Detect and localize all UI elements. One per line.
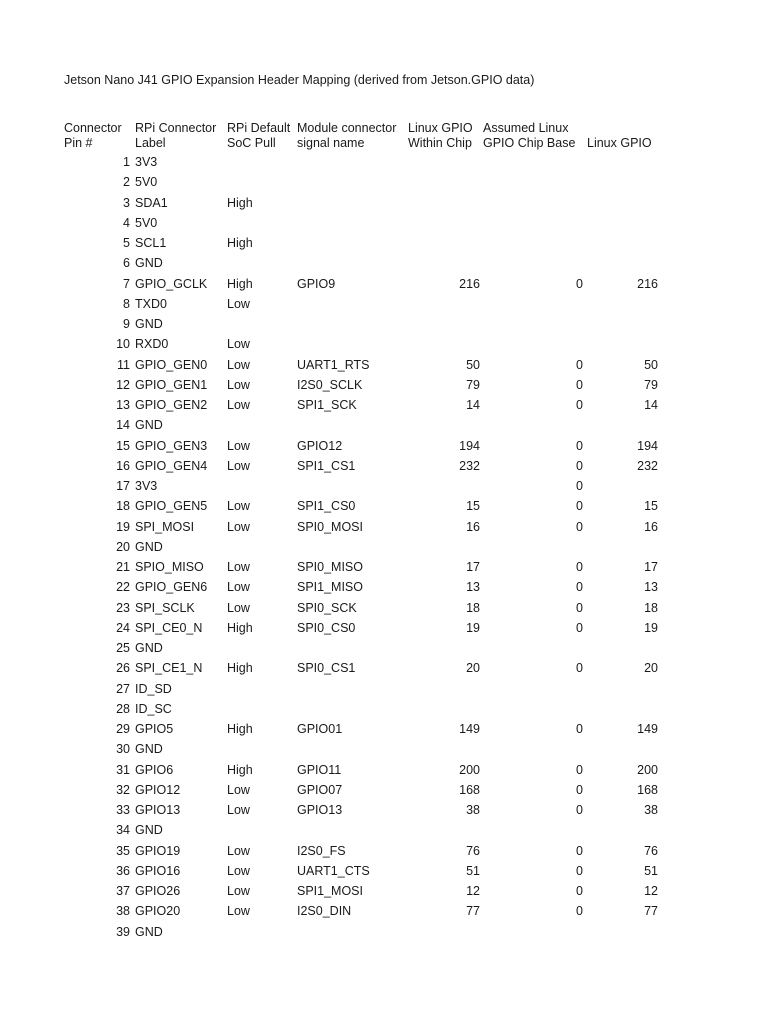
soc-pull-cell: High [227, 620, 253, 635]
gpio-within-chip-cell: 19 [466, 620, 480, 635]
rpi-label-cell: 3V3 [135, 155, 158, 169]
header-line: Pin # [64, 136, 93, 150]
pin-number-cell: 15 [116, 438, 130, 453]
header-line: Linux GPIO [408, 121, 473, 135]
table-row [0, 314, 768, 334]
table-row [0, 820, 768, 840]
header-line: RPi Default [227, 121, 291, 135]
linux-gpio-cell: 79 [644, 377, 658, 392]
soc-pull-cell: Low [227, 600, 250, 615]
gpio-within-chip-cell: 194 [459, 438, 480, 453]
chip-base-cell: 0 [576, 620, 583, 635]
table-row [0, 517, 768, 537]
table-row [0, 152, 768, 172]
linux-gpio-cell: 16 [644, 519, 658, 534]
table-row [0, 760, 768, 780]
rpi-label-cell: GPIO16 [135, 863, 181, 878]
pin-number-cell: 28 [116, 701, 130, 716]
linux-gpio-cell: 13 [644, 580, 658, 595]
table-row [0, 436, 768, 456]
header-linux-gpio-within-chip [408, 121, 473, 151]
chip-base-cell: 0 [576, 904, 583, 919]
linux-gpio-cell: 14 [644, 398, 658, 412]
pin-number-cell: 4 [123, 215, 130, 230]
pin-number-cell: 33 [116, 803, 130, 817]
gpio-within-chip-cell: 38 [466, 803, 480, 817]
document-title: Jetson Nano J41 GPIO Expansion Header Mapping (derived from Jetson.GPIO data) [64, 73, 535, 87]
soc-pull-cell: Low [227, 782, 250, 797]
pin-number-cell: 24 [116, 620, 130, 635]
rpi-label-cell: GPIO19 [135, 843, 181, 858]
pin-number-cell: 20 [116, 539, 130, 554]
soc-pull-cell: Low [227, 377, 250, 392]
chip-base-cell: 0 [576, 499, 583, 514]
rpi-label-cell: GPIO_GEN6 [135, 580, 208, 595]
linux-gpio-cell: 168 [637, 782, 658, 797]
table-row [0, 658, 768, 678]
soc-pull-cell: Low [227, 904, 250, 919]
header-line: Assumed Linux [483, 121, 569, 135]
table-row [0, 739, 768, 759]
rpi-label-cell: GPIO_GEN5 [135, 499, 208, 514]
table-row [0, 213, 768, 233]
rpi-label-cell: 5V0 [135, 175, 158, 190]
table-row [0, 638, 768, 658]
header-line: Linux GPIO [587, 136, 652, 150]
rpi-label-cell: 3V3 [135, 479, 158, 493]
chip-base-cell: 0 [576, 438, 583, 453]
signal-name-cell: SPI1_SCK [297, 398, 357, 412]
table-row [0, 618, 768, 638]
rpi-label-cell: GND [135, 641, 163, 655]
gpio-within-chip-cell: 232 [459, 458, 480, 473]
gpio-within-chip-cell: 216 [459, 276, 480, 291]
table-row [0, 881, 768, 901]
rpi-label-cell: 5V0 [135, 215, 158, 230]
pin-number-cell: 22 [116, 580, 130, 595]
gpio-within-chip-cell: 77 [466, 904, 480, 919]
gpio-within-chip-cell: 51 [466, 863, 480, 878]
rpi-label-cell: SDA1 [135, 195, 168, 210]
pin-number-cell: 2 [123, 175, 130, 190]
linux-gpio-cell: 17 [644, 560, 658, 574]
table-row [0, 294, 768, 314]
header-line: Within Chip [408, 136, 472, 150]
rpi-label-cell: SPI_CE0_N [135, 620, 203, 635]
rpi-label-cell: GND [135, 742, 163, 757]
rpi-label-cell: SCL1 [135, 236, 167, 250]
chip-base-cell: 0 [576, 782, 583, 797]
table-row [0, 456, 768, 476]
chip-base-cell: 0 [576, 580, 583, 595]
rpi-label-cell: GPIO_GEN4 [135, 458, 208, 473]
pin-number-cell: 29 [116, 722, 130, 736]
gpio-within-chip-cell: 50 [466, 357, 480, 372]
soc-pull-cell: Low [227, 803, 250, 817]
soc-pull-cell: Low [227, 843, 250, 858]
table-row [0, 719, 768, 739]
soc-pull-cell: High [227, 276, 253, 291]
pin-number-cell: 3 [123, 195, 130, 210]
soc-pull-cell: Low [227, 560, 250, 574]
header-line [587, 121, 652, 136]
chip-base-cell: 0 [576, 377, 583, 392]
header-line: signal name [297, 136, 365, 150]
signal-name-cell: I2S0_FS [297, 843, 346, 858]
table-row [0, 861, 768, 881]
signal-name-cell: GPIO01 [297, 722, 343, 736]
pin-number-cell: 38 [116, 904, 130, 919]
signal-name-cell: I2S0_DIN [297, 904, 352, 919]
gpio-within-chip-cell: 200 [459, 762, 480, 777]
chip-base-cell: 0 [576, 843, 583, 858]
signal-name-cell: SPI1_CS1 [297, 458, 356, 473]
rpi-label-cell: RXD0 [135, 337, 169, 352]
rpi-label-cell: SPI_SCLK [135, 600, 195, 615]
rpi-label-cell: GPIO6 [135, 762, 174, 777]
signal-name-cell: SPI0_CS0 [297, 620, 356, 635]
pin-number-cell: 25 [116, 641, 130, 655]
rpi-label-cell: TXD0 [135, 296, 167, 311]
linux-gpio-cell: 12 [644, 884, 658, 898]
rpi-label-cell: SPI_CE1_N [135, 661, 203, 676]
rpi-label-cell: GPIO_GEN0 [135, 357, 208, 372]
linux-gpio-cell: 15 [644, 499, 658, 514]
signal-name-cell: SPI1_MOSI [297, 884, 363, 898]
header-linux-gpio [587, 121, 652, 151]
table-row [0, 233, 768, 253]
pin-number-cell: 7 [123, 276, 130, 291]
table-row [0, 476, 768, 496]
linux-gpio-cell: 149 [637, 722, 658, 736]
pin-number-cell: 9 [123, 317, 130, 331]
pin-number-cell: 5 [123, 236, 130, 250]
table-row [0, 577, 768, 597]
pin-number-cell: 31 [116, 762, 130, 777]
rpi-label-cell: GND [135, 924, 163, 939]
table-row [0, 901, 768, 921]
pin-number-cell: 19 [116, 519, 130, 534]
header-line: Module connector [297, 121, 397, 135]
mapping-table-body [0, 152, 768, 942]
pin-number-cell: 32 [116, 782, 130, 797]
pin-number-cell: 39 [116, 924, 130, 939]
pin-number-cell: 34 [116, 823, 130, 838]
linux-gpio-cell: 38 [644, 803, 658, 817]
soc-pull-cell: Low [227, 863, 250, 878]
soc-pull-cell: High [227, 236, 253, 250]
pin-number-cell: 6 [123, 256, 130, 271]
header-module-signal-name [297, 121, 396, 151]
chip-base-cell: 0 [576, 357, 583, 372]
pin-number-cell: 10 [116, 337, 130, 352]
gpio-within-chip-cell: 76 [466, 843, 480, 858]
signal-name-cell: SPI0_MISO [297, 560, 363, 574]
pin-number-cell: 14 [116, 418, 130, 433]
rpi-label-cell: GPIO13 [135, 803, 181, 817]
header-line: GPIO Chip Base [483, 136, 576, 150]
rpi-label-cell: GPIO_GCLK [135, 276, 208, 291]
signal-name-cell: SPI0_CS1 [297, 661, 356, 676]
rpi-label-cell: GPIO20 [135, 904, 181, 919]
chip-base-cell: 0 [576, 722, 583, 736]
table-row [0, 922, 768, 942]
table-row [0, 780, 768, 800]
pin-number-cell: 1 [123, 155, 130, 169]
gpio-within-chip-cell: 15 [466, 499, 480, 514]
chip-base-cell: 0 [576, 884, 583, 898]
linux-gpio-cell: 216 [637, 276, 658, 291]
gpio-within-chip-cell: 149 [459, 722, 480, 736]
header-line: SoC Pull [227, 136, 276, 150]
soc-pull-cell: Low [227, 458, 250, 473]
signal-name-cell: GPIO11 [297, 762, 342, 777]
gpio-within-chip-cell: 79 [466, 377, 480, 392]
rpi-label-cell: GPIO5 [135, 722, 174, 736]
pin-number-cell: 37 [116, 884, 130, 898]
soc-pull-cell: High [227, 762, 253, 777]
soc-pull-cell: Low [227, 398, 250, 412]
header-rpi-default-soc-pull [227, 121, 290, 151]
table-row [0, 395, 768, 415]
soc-pull-cell: Low [227, 438, 250, 453]
pin-number-cell: 12 [116, 377, 130, 392]
soc-pull-cell: High [227, 661, 253, 676]
header-line: Label [135, 136, 166, 150]
linux-gpio-cell: 77 [644, 904, 658, 919]
signal-name-cell: SPI0_SCK [297, 600, 357, 615]
header-assumed-chip-base [483, 121, 575, 151]
pin-number-cell: 13 [116, 398, 130, 412]
table-row [0, 557, 768, 577]
rpi-label-cell: GND [135, 317, 163, 331]
table-row [0, 375, 768, 395]
chip-base-cell: 0 [576, 398, 583, 412]
table-row [0, 253, 768, 273]
linux-gpio-cell: 19 [644, 620, 658, 635]
header-line: RPi Connector [135, 121, 217, 135]
rpi-label-cell: GND [135, 256, 163, 271]
gpio-within-chip-cell: 17 [466, 560, 480, 574]
signal-name-cell: UART1_RTS [297, 357, 370, 372]
chip-base-cell: 0 [576, 519, 583, 534]
signal-name-cell: GPIO13 [297, 803, 343, 817]
chip-base-cell: 0 [576, 863, 583, 878]
linux-gpio-cell: 20 [644, 661, 658, 676]
signal-name-cell: UART1_CTS [297, 863, 370, 878]
table-row [0, 800, 768, 820]
chip-base-cell: 0 [576, 600, 583, 615]
table-row [0, 355, 768, 375]
gpio-within-chip-cell: 168 [459, 782, 480, 797]
soc-pull-cell: Low [227, 580, 250, 595]
signal-name-cell: GPIO9 [297, 276, 336, 291]
pin-number-cell: 18 [116, 499, 130, 514]
pin-number-cell: 11 [117, 357, 130, 372]
soc-pull-cell: Low [227, 519, 250, 534]
linux-gpio-cell: 76 [644, 843, 658, 858]
rpi-label-cell: GND [135, 823, 163, 838]
signal-name-cell: SPI0_MOSI [297, 519, 363, 534]
pin-number-cell: 8 [123, 296, 130, 311]
chip-base-cell: 0 [576, 803, 583, 817]
soc-pull-cell: Low [227, 499, 250, 514]
chip-base-cell: 0 [576, 276, 583, 291]
header-connector-pin [64, 121, 122, 151]
rpi-label-cell: GPIO12 [135, 782, 181, 797]
rpi-label-cell: GND [135, 539, 163, 554]
signal-name-cell: SPI1_CS0 [297, 499, 356, 514]
rpi-label-cell: GPIO_GEN2 [135, 398, 208, 412]
gpio-within-chip-cell: 18 [466, 600, 480, 615]
table-row [0, 841, 768, 861]
pin-number-cell: 21 [116, 560, 130, 574]
pin-number-cell: 23 [116, 600, 130, 615]
chip-base-cell: 0 [576, 479, 583, 493]
soc-pull-cell: High [227, 195, 253, 210]
rpi-label-cell: GPIO_GEN1 [135, 377, 208, 392]
table-row [0, 699, 768, 719]
gpio-within-chip-cell: 13 [466, 580, 480, 595]
soc-pull-cell: Low [227, 357, 250, 372]
gpio-within-chip-cell: 16 [466, 519, 480, 534]
chip-base-cell: 0 [576, 560, 583, 574]
table-row [0, 679, 768, 699]
linux-gpio-cell: 232 [637, 458, 658, 473]
linux-gpio-cell: 50 [644, 357, 658, 372]
rpi-label-cell: ID_SC [135, 701, 172, 716]
rpi-label-cell: GND [135, 418, 163, 433]
gpio-within-chip-cell: 14 [466, 398, 480, 412]
gpio-within-chip-cell: 12 [466, 884, 480, 898]
table-row [0, 496, 768, 516]
pin-number-cell: 26 [116, 661, 130, 676]
linux-gpio-cell: 200 [637, 762, 658, 777]
table-row [0, 193, 768, 213]
rpi-label-cell: GPIO_GEN3 [135, 438, 208, 453]
pin-number-cell: 30 [116, 742, 130, 757]
signal-name-cell: GPIO07 [297, 782, 343, 797]
header-rpi-connector-label [135, 121, 216, 151]
soc-pull-cell: Low [227, 296, 250, 311]
table-row [0, 274, 768, 294]
soc-pull-cell: Low [227, 337, 250, 352]
pin-number-cell: 17 [116, 479, 130, 493]
linux-gpio-cell: 51 [644, 863, 658, 878]
gpio-within-chip-cell: 20 [466, 661, 480, 676]
linux-gpio-cell: 18 [644, 600, 658, 615]
rpi-label-cell: SPIO_MISO [135, 560, 204, 574]
chip-base-cell: 0 [576, 661, 583, 676]
rpi-label-cell: SPI_MOSI [135, 519, 195, 534]
linux-gpio-cell: 194 [637, 438, 658, 453]
pin-number-cell: 16 [116, 458, 130, 473]
table-row [0, 537, 768, 557]
rpi-label-cell: GPIO26 [135, 884, 181, 898]
table-row [0, 415, 768, 435]
pin-number-cell: 36 [116, 863, 130, 878]
signal-name-cell: SPI1_MISO [297, 580, 363, 595]
signal-name-cell: GPIO12 [297, 438, 343, 453]
table-row [0, 598, 768, 618]
chip-base-cell: 0 [576, 762, 583, 777]
table-row [0, 334, 768, 354]
chip-base-cell: 0 [576, 458, 583, 473]
signal-name-cell: I2S0_SCLK [297, 377, 363, 392]
rpi-label-cell: ID_SD [135, 681, 172, 696]
table-row [0, 172, 768, 192]
soc-pull-cell: High [227, 722, 253, 736]
soc-pull-cell: Low [227, 884, 250, 898]
header-line: Connector [64, 121, 122, 135]
pin-number-cell: 27 [116, 681, 130, 696]
pin-number-cell: 35 [116, 843, 130, 858]
